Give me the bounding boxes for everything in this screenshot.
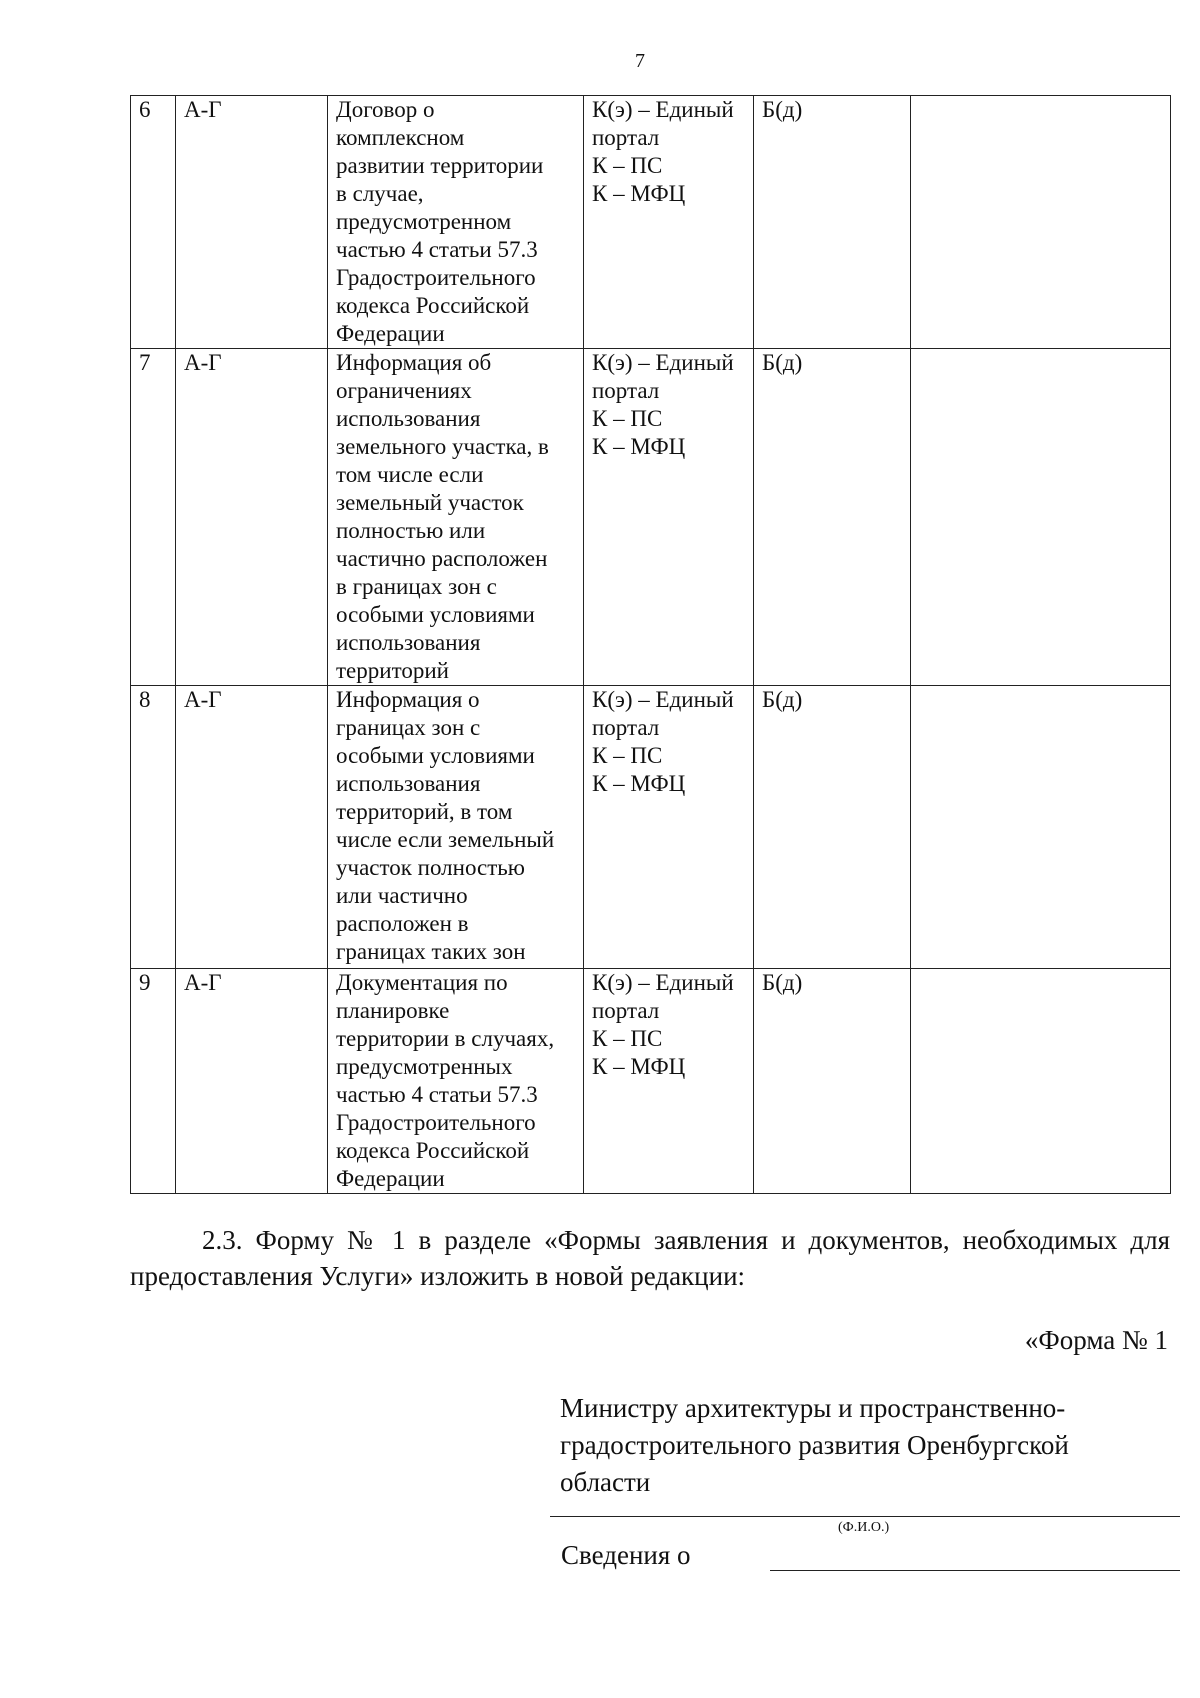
form-cell (754, 686, 911, 969)
page-number: 7 (635, 50, 645, 72)
category-text: А-Г (184, 97, 222, 122)
row-number-cell (131, 349, 176, 686)
info-label: Сведения о (561, 1540, 691, 1570)
table-row (131, 969, 1171, 1194)
category-text: А-Г (184, 687, 222, 712)
document-name: Информация о границах зон с особыми условиями использования территорий, в том числе если земельный участок полностью или частично расположен в границах таких зон (336, 687, 555, 964)
table-row (131, 349, 1171, 686)
form-cell (754, 349, 911, 686)
form-number-label: «Форма № 1 (1024, 1325, 1168, 1355)
document-cell (328, 96, 584, 349)
category-cell (176, 969, 328, 1194)
table-row (131, 686, 1171, 969)
document-name: Документация по планировке территории в случаях, предусмотренных частью 4 статьи 57.3 Градостроительного кодекса Российской Федерации (336, 970, 555, 1191)
fio-signature-line (550, 1516, 1180, 1517)
document-cell (328, 349, 584, 686)
extra-cell (911, 686, 1171, 969)
info-fill-line (770, 1570, 1180, 1571)
fio-caption: (Ф.И.О.) (838, 1520, 890, 1535)
category-text: А-Г (184, 350, 222, 375)
method-cell (584, 96, 754, 349)
services-table (130, 95, 1171, 1194)
submission-method: К(э) – Единый портал К – ПС К – МФЦ (592, 970, 734, 1079)
row-number: 7 (139, 350, 151, 375)
document-form: Б(д) (762, 350, 803, 375)
method-cell (584, 969, 754, 1194)
extra-cell (911, 96, 1171, 349)
document-form: Б(д) (762, 687, 803, 712)
category-cell (176, 349, 328, 686)
submission-method: К(э) – Единый портал К – ПС К – МФЦ (592, 350, 734, 459)
row-number-cell (131, 96, 176, 349)
document-name: Договор о комплексном развитии территории в случае, предусмотренном частью 4 статьи 57.3 Градостроительного кодекса Российской Федерации (336, 97, 544, 346)
addressee-block: Министру архитектуры и пространственно- градостроительного развития Оренбургской области (560, 1393, 1069, 1497)
document-name: Информация об ограничениях использования земельного участка, в том числе если земельный участок полностью или частично расположен в границах зон с особыми условиями использования территорий (336, 350, 549, 683)
document-form: Б(д) (762, 970, 803, 995)
table-row (131, 96, 1171, 349)
document-cell (328, 969, 584, 1194)
row-number: 6 (139, 97, 151, 122)
row-number: 9 (139, 970, 151, 995)
category-cell (176, 96, 328, 349)
form-cell (754, 96, 911, 349)
method-cell (584, 686, 754, 969)
form-cell (754, 969, 911, 1194)
submission-method: К(э) – Единый портал К – ПС К – МФЦ (592, 687, 734, 796)
extra-cell (911, 349, 1171, 686)
category-cell (176, 686, 328, 969)
paragraph-2-3: 2.3. Форму № 1 в разделе «Формы заявления и документов, необходимых для предоставления Услуги» изложить в новой редакции: (130, 1225, 1170, 1291)
document-cell (328, 686, 584, 969)
extra-cell (911, 969, 1171, 1194)
row-number-cell (131, 686, 176, 969)
category-text: А-Г (184, 970, 222, 995)
row-number-cell (131, 969, 176, 1194)
document-form: Б(д) (762, 97, 803, 122)
submission-method: К(э) – Единый портал К – ПС К – МФЦ (592, 97, 734, 206)
row-number: 8 (139, 687, 151, 712)
method-cell (584, 349, 754, 686)
